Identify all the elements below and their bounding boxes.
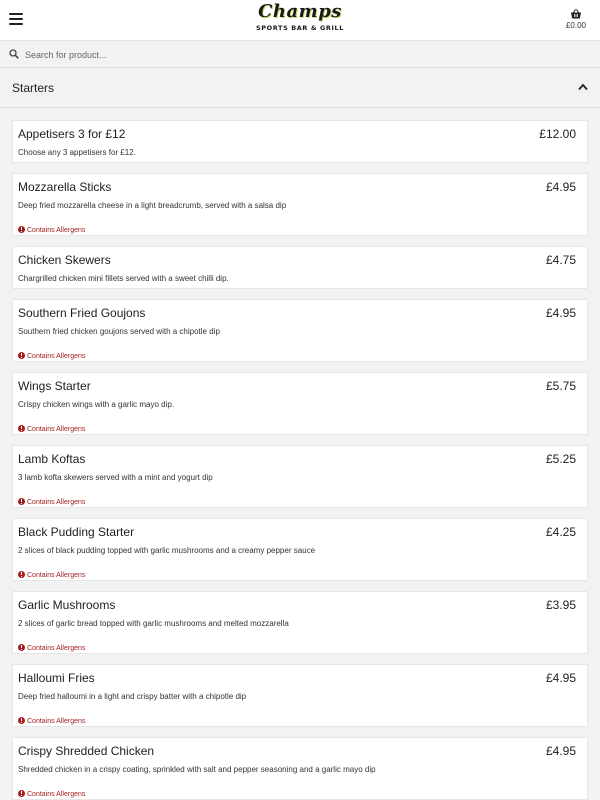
item-price: £4.95 [545, 180, 576, 194]
menu-item-card[interactable] [12, 246, 588, 289]
menu-item-card[interactable] [12, 372, 588, 435]
item-description: Deep fried mozzarella cheese in a light breadcrumb, served with a salsa dip [18, 201, 287, 210]
item-name: Chicken Skewers [18, 253, 111, 267]
alert-icon [18, 425, 25, 432]
alert-icon [18, 498, 25, 505]
item-price: £3.95 [545, 598, 576, 612]
item-description: Chargrilled chicken mini fillets served with a sweet chilli dip. [18, 274, 229, 283]
search-input[interactable] [25, 45, 585, 64]
allergen-label: Contains Allergens [27, 426, 86, 434]
item-description: 2 slices of black pudding topped with garlic mushrooms and a creamy pepper sauce [18, 546, 316, 555]
item-description: Southern fried chicken goujons served with a chipotle dip [18, 327, 220, 336]
alert-icon [18, 717, 25, 724]
alert-icon [18, 571, 25, 578]
logo-name: Champs [258, 1, 342, 22]
allergen-link[interactable] [18, 494, 86, 507]
menu-item-card[interactable] [12, 664, 588, 727]
item-name: Lamb Koftas [18, 452, 86, 466]
item-price: £12.00 [539, 127, 576, 141]
item-price: £4.95 [545, 744, 576, 758]
logo-tagline: SPORTS BAR & GRILL [255, 24, 345, 32]
allergen-link[interactable] [18, 786, 86, 799]
item-description: Shredded chicken in a crispy coating, sprinkled with salt and pepper seasoning and a garlic mayo dip [18, 765, 376, 774]
menu-item-card[interactable] [12, 591, 588, 654]
item-price: £4.95 [545, 671, 576, 685]
allergen-link[interactable] [18, 348, 86, 361]
allergen-link[interactable] [18, 222, 86, 235]
allergen-link[interactable] [18, 713, 86, 726]
allergen-label: Contains Allergens [27, 227, 86, 235]
menu-item-card[interactable] [12, 445, 588, 508]
allergen-label: Contains Allergens [27, 791, 86, 799]
item-price: £5.25 [545, 452, 576, 466]
item-name: Mozzarella Sticks [18, 180, 112, 194]
allergen-label: Contains Allergens [27, 499, 86, 507]
top-header [0, 0, 600, 41]
item-price: £4.95 [545, 306, 576, 320]
allergen-link[interactable] [18, 640, 86, 653]
brand-logo[interactable] [250, 2, 350, 38]
item-description: 2 slices of garlic bread topped with garlic mushrooms and melted mozzarella [18, 619, 289, 628]
allergen-label: Contains Allergens [27, 645, 86, 653]
section-title: Starters [12, 81, 55, 95]
item-description: Crispy chicken wings with a garlic mayo dip. [18, 400, 175, 409]
search-icon [9, 49, 19, 59]
item-name: Southern Fried Goujons [18, 306, 146, 320]
alert-icon [18, 352, 25, 359]
chevron-up-icon[interactable] [578, 83, 588, 91]
basket-icon [570, 8, 582, 20]
cart-total: £0.00 [565, 21, 587, 30]
item-price: £4.75 [545, 253, 576, 267]
item-price: £5.75 [545, 379, 576, 393]
menu-item-card[interactable] [12, 518, 588, 581]
menu-item-card[interactable] [12, 737, 588, 800]
alert-icon [18, 226, 25, 233]
menu-item-card[interactable] [12, 173, 588, 236]
item-name: Wings Starter [18, 379, 91, 393]
alert-icon [18, 790, 25, 797]
allergen-label: Contains Allergens [27, 572, 86, 580]
menu-item-card[interactable] [12, 299, 588, 362]
item-description: 3 lamb kofta skewers served with a mint and yogurt dip [18, 473, 213, 482]
hamburger-menu-icon[interactable] [9, 13, 23, 27]
section-header-starters[interactable] [0, 69, 600, 108]
item-price: £4.25 [545, 525, 576, 539]
item-name: Appetisers 3 for £12 [18, 127, 126, 141]
menu-item-list [12, 120, 588, 800]
allergen-label: Contains Allergens [27, 353, 86, 361]
allergen-link[interactable] [18, 567, 86, 580]
item-name: Crispy Shredded Chicken [18, 744, 155, 758]
item-description: Deep fried halloumi in a light and crispy batter with a chipotle dip [18, 692, 247, 701]
item-name: Halloumi Fries [18, 671, 95, 685]
allergen-label: Contains Allergens [27, 718, 86, 726]
item-name: Garlic Mushrooms [18, 598, 116, 612]
search-bar [0, 41, 600, 68]
item-description: Choose any 3 appetisers for £12. [18, 148, 136, 157]
item-name: Black Pudding Starter [18, 525, 135, 539]
allergen-link[interactable] [18, 421, 86, 434]
cart-button[interactable] [561, 8, 591, 34]
menu-item-card[interactable] [12, 120, 588, 163]
alert-icon [18, 644, 25, 651]
